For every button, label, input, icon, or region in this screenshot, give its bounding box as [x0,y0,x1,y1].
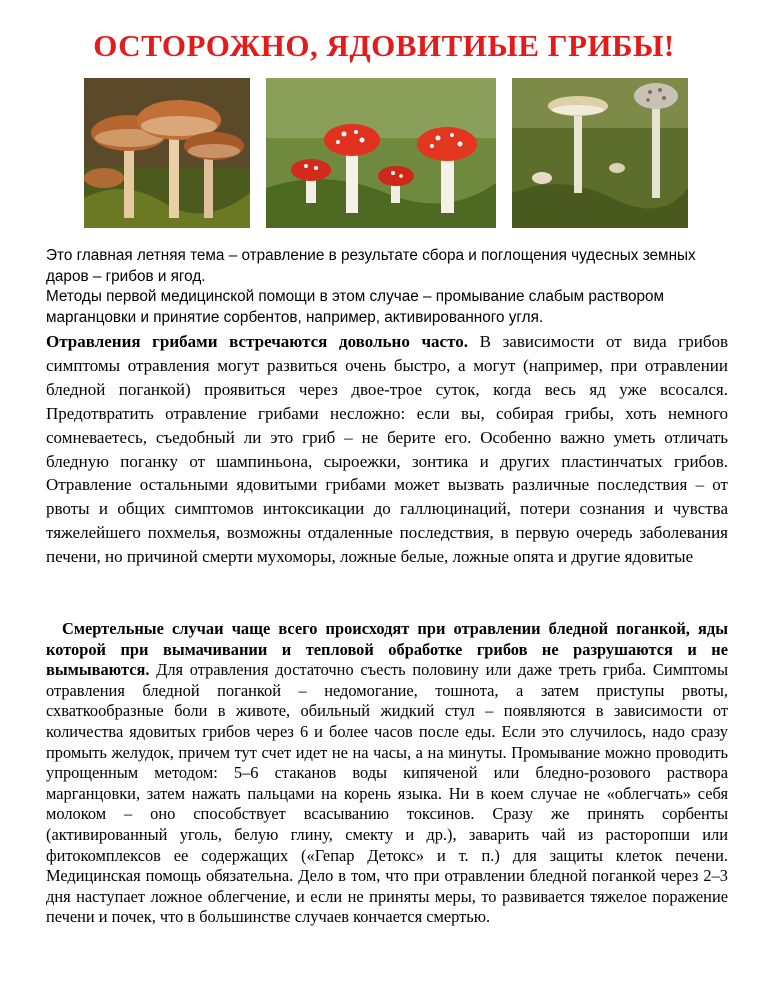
paragraph-1-text: В зависимости от вида грибов симптомы отравления могут развиться очень быстро, а могут (например, при отравлении бледной поганкой) проявиться через двое-трое суток, когда весь яд уже всосался. Предотвратить отравление грибами несложно: если вы, собирая грибы, хоть немного сомневаетесь, съедобный ли это гриб – не берите его. Особенно важно уметь отличать бледную поганку от шампиньона, сыроежки, зонтика и других пластинчатых грибов. Отравление остальными ядовитыми грибами может вызвать различные последствия – от рвоты и общих симптомов интоксикации до галлюцинаций, потери сознания и чувства тяжелейшего похмелья, возможны отдаленные последствия, в первую очередь заболевания печени, но причиной смерти мухоморы, ложные белые, ложные опята и другие ядовитые [46,332,728,567]
intro-line-2: Методы первой медицинской помощи в этом случае – промывание слабым раствором марганцовки и принятие сорбентов, например, активированного угля. [46,288,665,326]
page-title: ОСТОРОЖНО, ЯДОВИТИЫЕ ГРИБЫ! [93,28,675,63]
intro-line-1: Это главная летняя тема – отравление в результате сбора и поглощения чудесных земных даров – грибов и ягод. [46,247,696,285]
photo-strip [0,78,768,228]
intro-text [46,246,726,328]
paragraph-2-bold: Смертельные случаи чаще всего происходят при отравлении бледной поганкой, яды которой при вымачивании и тепловой обработке грибов не разрушаются и не вымываются. [46,619,728,680]
white-mushrooms-photo [512,78,688,228]
paragraph-2 [46,619,728,928]
paragraph-1 [46,330,728,569]
paragraph-2-text: Для отравления достаточно съесть половину или даже треть гриба. Симптомы отравления бледной поганкой – недомогание, тошнота, а затем приступы рвоты, схваткообразные боли в животе, обильный жидкий стул – появляются в зависимости от количества ядовитых грибов через 6 и более часов после еды. Если это случилось, надо сразу промыть желудок, причем тут счет идет не на часы, а на минуты. Промывание можно проводить упрощенным методом: 5–6 стаканов воды кипяченой или бледно-розового раствора марганцовки, затем нажать пальцами на корень языка. Ни в коем случае не «облегчать» себя молоком – оно способствует всасыванию токсинов. Сразу же принять сорбенты (активированный уголь, белую глину, смекту и др.), заварить чай из расторопши или фитокомплексов ее содержащих («Гепар Детокс» и т. п.) для защиты клеток печени. Медицинская помощь обязательна. Дело в том, что при отравлении бледной поганкой через 2–3 дня наступает ложное облегчение, и если не приняты меры, то развивается тяжелое поражение печени и почек, что в большинстве случаев кончается смертью. [46,660,728,927]
brown-mushrooms-photo [84,78,250,228]
paragraph-1-bold: Отравления грибами встречаются довольно часто. [46,332,468,351]
fly-agaric-photo [266,78,496,228]
